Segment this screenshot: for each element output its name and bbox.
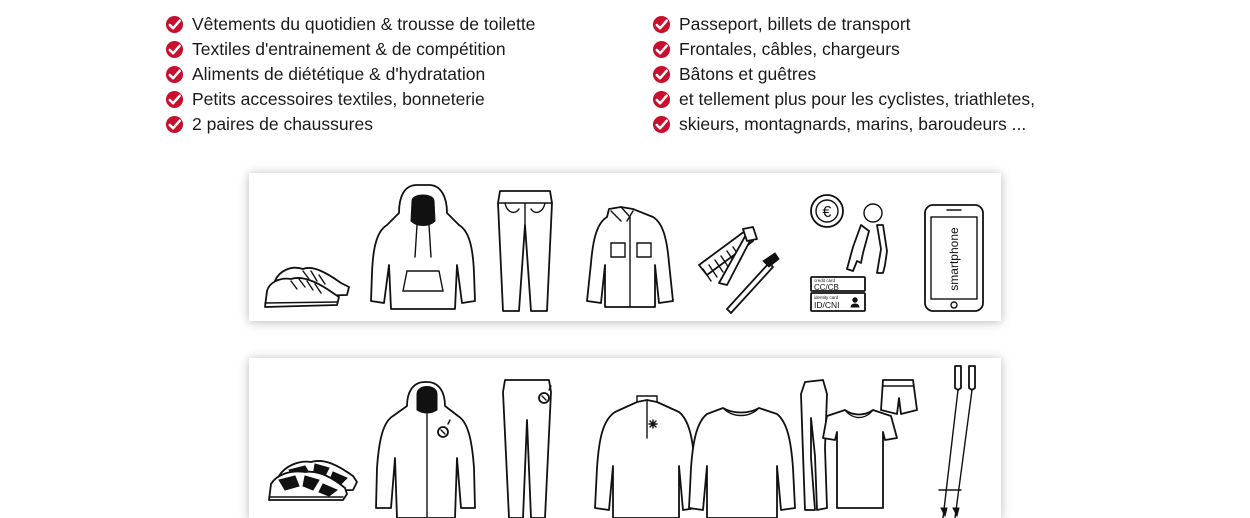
smartphone-icon xyxy=(925,205,983,311)
checklist-left xyxy=(165,12,535,137)
list-item-label: Petits accessoires textiles, bonneterie xyxy=(192,89,485,109)
list-item xyxy=(652,112,1035,137)
check-icon xyxy=(165,40,184,59)
list-item-label: Passeport, billets de transport xyxy=(679,14,911,34)
identity-card-label: identity card xyxy=(814,295,839,300)
check-icon xyxy=(652,90,671,109)
t-shirt-icon xyxy=(823,410,897,508)
check-icon xyxy=(652,15,671,34)
trekking-poles-icon xyxy=(939,366,975,518)
list-item-label: Frontales, câbles, chargeurs xyxy=(679,39,900,59)
credit-card-value: CC/CB xyxy=(814,283,839,292)
list-item xyxy=(652,37,1035,62)
list-item-label: 2 paires de chaussures xyxy=(192,114,373,134)
coin-icon xyxy=(811,195,843,227)
sneakers-icon xyxy=(265,268,349,307)
running-jacket-icon xyxy=(376,382,475,518)
check-icon xyxy=(652,115,671,134)
list-item xyxy=(652,12,1035,37)
check-icon xyxy=(165,15,184,34)
list-item-label: skieurs, montagnards, marins, baroudeurs ... xyxy=(679,114,1027,134)
list-item-label: et tellement plus pour les cyclistes, triathletes, xyxy=(679,89,1035,109)
check-icon xyxy=(652,65,671,84)
credit-card-label: credit card xyxy=(814,278,836,283)
list-item xyxy=(165,37,535,62)
list-item-label: Textiles d'entrainement & de compétition xyxy=(192,39,506,59)
list-item xyxy=(652,87,1035,112)
toiletries-icon xyxy=(699,227,779,313)
base-layer-icon xyxy=(689,408,795,518)
check-icon xyxy=(165,90,184,109)
list-item-label: Aliments de diététique & d'hydratation xyxy=(192,64,486,84)
running-pants-icon xyxy=(503,380,551,518)
list-item xyxy=(165,62,535,87)
coin-symbol: € xyxy=(822,204,832,221)
trail-shoes-icon xyxy=(269,461,357,500)
jeans-icon xyxy=(498,191,552,311)
checklist-right xyxy=(652,12,1035,137)
id-cards-icon xyxy=(811,277,865,311)
list-item xyxy=(165,87,535,112)
check-icon xyxy=(165,115,184,134)
everyday-items-illustration xyxy=(249,173,1001,321)
list-item xyxy=(165,112,535,137)
identity-card-value: ID/CNI xyxy=(814,300,840,310)
shirt-icon xyxy=(587,207,673,307)
smartphone-label: smartphone xyxy=(947,227,961,291)
list-item xyxy=(165,12,535,37)
keys-icon xyxy=(847,204,887,273)
running-tights-icon xyxy=(801,380,827,510)
shorts-icon xyxy=(881,380,917,414)
everyday-items-panel xyxy=(249,173,1001,321)
list-item xyxy=(652,62,1035,87)
sport-items-illustration xyxy=(249,358,1001,518)
list-item-label: Bâtons et guêtres xyxy=(679,64,817,84)
check-icon xyxy=(165,65,184,84)
hoodie-icon xyxy=(371,185,475,309)
check-icon xyxy=(652,40,671,59)
sport-items-panel xyxy=(249,358,1001,518)
list-item-label: Vêtements du quotidien & trousse de toilette xyxy=(192,14,536,34)
